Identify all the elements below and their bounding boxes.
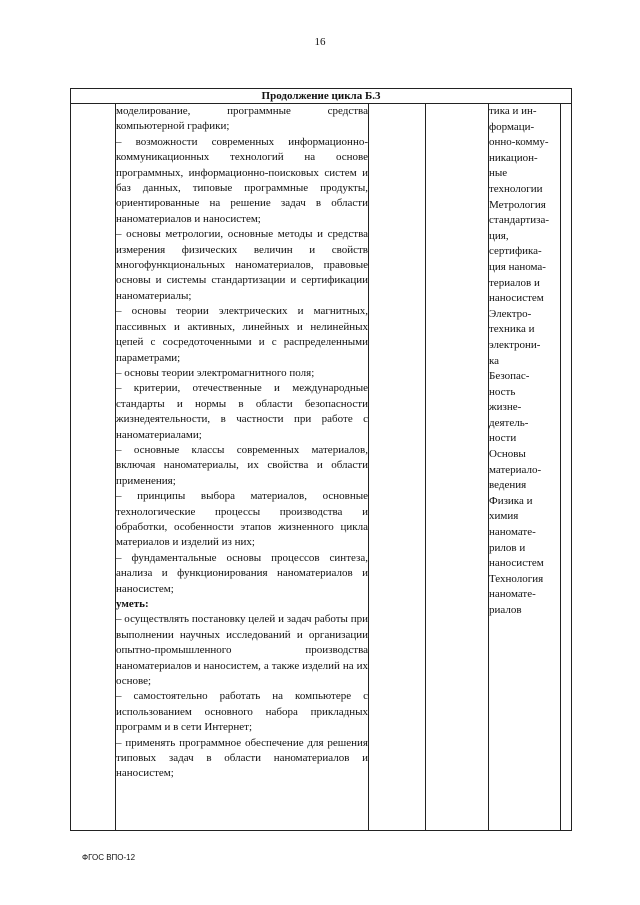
discipline-line: деятель- <box>489 416 529 429</box>
table-header-row <box>71 89 572 104</box>
table-row <box>71 104 572 831</box>
discipline-line: наносистем <box>489 557 544 570</box>
discipline-line: ности <box>489 432 517 445</box>
competency-item: – принципы выбора материалов, основные технологические процессы производства и обработки, особенности этапов жизненного цикла материалов и изделий из них; <box>116 490 368 549</box>
discipline-line: стандартиза- <box>489 214 550 227</box>
discipline-line: Безопас- <box>489 370 530 383</box>
discipline-line: Технология <box>489 572 544 585</box>
competency-item: – основы теории электрических и магнитных, пассивных и активных, линейных и нелинейных цепей с сосредоточенными и с распределенными параметрами; <box>116 305 368 364</box>
discipline-line: териалов и <box>489 276 540 289</box>
discipline-line: риалов <box>489 604 522 616</box>
discipline-line: электрони- <box>489 338 541 351</box>
discipline-line: ка <box>489 354 500 367</box>
competency-item: – осуществлять постановку целей и задач работы при выполнении научных исследований и организации опытно-промышленного производства наноматериалов и наносистем, а также изделий на их основе; <box>116 613 368 688</box>
competency-item: – основные классы современных материалов, включая наноматериалы, их свойства и области применения; <box>116 443 368 487</box>
competency-item: – основы метрологии, основные методы и средства измерения физических величин и свойств многофункциональных наноматериалов, правовые основы и системы стандартизации и сертификации наноматериалы; <box>116 228 368 302</box>
discipline-line: рилов и <box>489 541 526 554</box>
footer-label: ФГОС ВПО-12 <box>82 853 136 862</box>
discipline-line: ведения <box>489 479 527 492</box>
discipline-line: материало- <box>489 463 542 476</box>
competency-table <box>70 88 572 831</box>
index-cell <box>71 104 116 831</box>
discipline-line: Основы <box>489 448 526 461</box>
discipline-line: сертифика- <box>489 245 542 258</box>
competency-item: – фундаментальные основы процессов синтеза, анализа и функционирования наноматериалов и наносистем; <box>116 551 368 595</box>
discipline-line: Электро- <box>489 307 532 320</box>
discipline-line: онно-комму- <box>489 136 549 149</box>
table-header: Продолжение цикла Б.3 <box>71 89 572 104</box>
competency-item: – возможности современных информационно-коммуникационных технологий на основе программных, информационно-поисковых систем и баз данных, типовые программные продукты, ориентированные на решение задач в области наноматериалов и наносистем; <box>116 135 368 225</box>
discipline-line: наномате- <box>489 526 536 539</box>
empty-cell <box>561 104 572 831</box>
competency-item: – самостоятельно работать на компьютере с использованием основного набора прикладных программ и в сети Интернет; <box>116 690 368 734</box>
competency-item: – применять программное обеспечение для решения типовых задач в области наноматериалов и наносистем; <box>116 736 368 780</box>
discipline-line: ция, <box>489 229 509 242</box>
discipline-line: формаци- <box>489 120 535 133</box>
description-cell <box>116 104 369 831</box>
discipline-line: наносистем <box>489 292 544 305</box>
discipline-line: Метрология <box>489 198 546 211</box>
empty-cell <box>426 104 489 831</box>
discipline-line: никацион- <box>489 151 538 164</box>
discipline-line: наномате- <box>489 588 536 601</box>
competency-item: моделирование, программные средства компьютерной графики; <box>116 105 368 133</box>
discipline-line: технологии <box>489 182 543 195</box>
discipline-line: ные <box>489 167 508 180</box>
empty-cell <box>369 104 426 831</box>
discipline-line: техника и <box>489 323 535 336</box>
discipline-line: Физика и <box>489 494 533 507</box>
discipline-line: ция нанома- <box>489 260 546 273</box>
discipline-line: жизне- <box>489 401 522 414</box>
page-number: 16 <box>314 36 326 48</box>
disciplines-cell <box>489 104 561 831</box>
discipline-line: тика и ин- <box>489 105 537 117</box>
competency-item: – критерии, отечественные и международные стандарты и нормы в области безопасности жизнедеятельности, в частности при работе с наноматериалами; <box>116 382 368 441</box>
discipline-line: ность <box>489 385 516 398</box>
competency-item: – основы теории электромагнитного поля; <box>116 366 315 379</box>
discipline-line: химия <box>489 510 519 523</box>
section-heading: уметь: <box>116 598 149 610</box>
